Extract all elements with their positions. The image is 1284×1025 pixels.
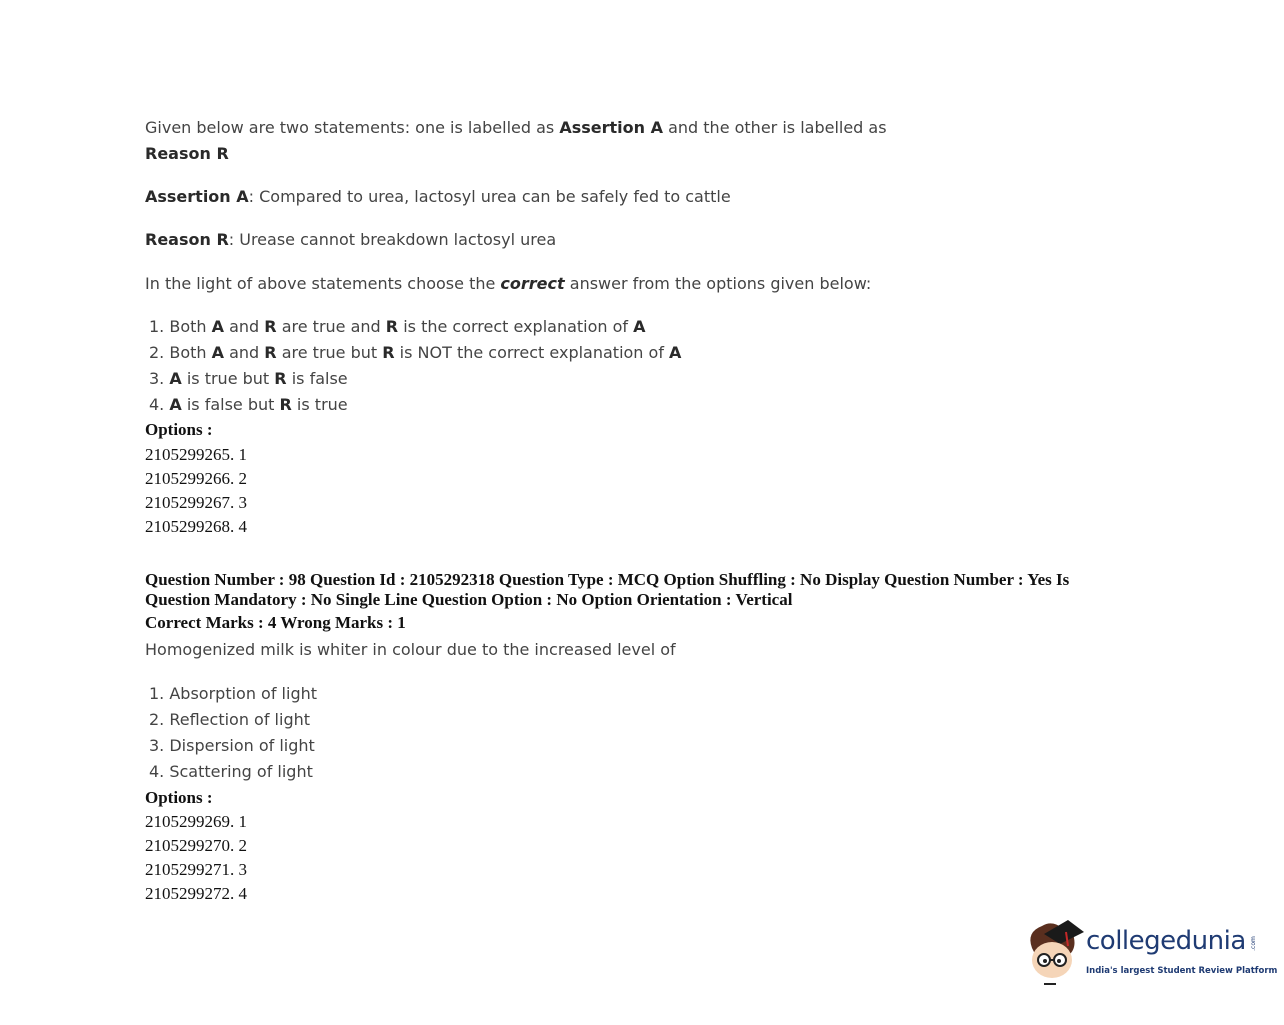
q2-choice-list <box>149 684 317 788</box>
q1-choice-list <box>149 317 681 421</box>
q1-choice: 1. Both A and R are true and R is the correct explanation of A <box>149 317 646 336</box>
q1-options-heading: Options : <box>145 420 213 439</box>
logo-wordmark: collegedunia <box>1086 926 1246 956</box>
collegedunia-logo <box>1022 918 1278 988</box>
q1-assertion-text: : Compared to urea, lactosyl urea can be safely fed to cattle <box>248 187 731 206</box>
q1-assertion <box>145 187 731 206</box>
option-id: 2105299271. 3 <box>145 860 247 879</box>
q2-choice: 1. Absorption of light <box>149 684 318 703</box>
q1-intro-reason-line <box>145 144 229 163</box>
option-id: 2105299272. 4 <box>145 884 247 903</box>
q1-choice: 3. A is true but R is false <box>149 369 348 388</box>
logo-tagline: India's largest Student Review Platform <box>1086 966 1278 976</box>
option-id: 2105299265. 1 <box>145 445 247 464</box>
q1-instruction-post: answer from the options given below: <box>564 274 872 293</box>
q2-marks: Correct Marks : 4 Wrong Marks : 1 <box>145 613 406 632</box>
option-id: 2105299267. 3 <box>145 493 247 512</box>
q1-intro-reason: Reason R <box>145 144 229 163</box>
q1-intro-assertion: Assertion A <box>559 118 663 137</box>
option-id: 2105299268. 4 <box>145 517 247 536</box>
q1-assertion-label: Assertion A <box>145 187 249 206</box>
q2-metadata <box>145 570 1105 610</box>
q2-choice: 4. Scattering of light <box>149 762 313 781</box>
logo-com: .com <box>1249 936 1257 951</box>
q1-instruction-pre: In the light of above statements choose the <box>145 274 501 293</box>
q1-intro-line <box>145 118 887 137</box>
q1-reason-label: Reason R <box>145 230 229 249</box>
q2-options-heading: Options : <box>145 788 213 807</box>
q2-choice: 2. Reflection of light <box>149 710 311 729</box>
option-id: 2105299270. 2 <box>145 836 247 855</box>
q1-intro-mid: and the other is labelled as <box>663 118 887 137</box>
q1-choice: 4. A is false but R is true <box>149 395 348 414</box>
mascot-icon <box>1022 918 1084 988</box>
q1-option-id-list <box>145 445 247 541</box>
q1-reason-text: : Urease cannot breakdown lactosyl urea <box>228 230 557 249</box>
option-id: 2105299269. 1 <box>145 812 247 831</box>
q2-option-id-list <box>145 812 247 908</box>
q1-intro-text: Given below are two statements: one is labelled as <box>145 118 560 137</box>
q1-choice: 2. Both A and R are true but R is NOT the correct explanation of A <box>149 343 682 362</box>
q1-instruction-emphasis: correct <box>500 274 565 293</box>
q1-instruction <box>145 274 871 293</box>
q2-meta-line1: Question Number : 98 Question Id : 2105292318 Question Type : MCQ Option Shuffling : No Display Question Number : Yes Is <box>145 570 1070 589</box>
q2-meta-line2: Question Mandatory : No Single Line Question Option : No Option Orientation : Vertical <box>145 590 793 609</box>
q2-choice: 3. Dispersion of light <box>149 736 315 755</box>
q2-question: Homogenized milk is whiter in colour due to the increased level of <box>145 640 676 659</box>
q1-reason <box>145 230 556 249</box>
option-id: 2105299266. 2 <box>145 469 247 488</box>
